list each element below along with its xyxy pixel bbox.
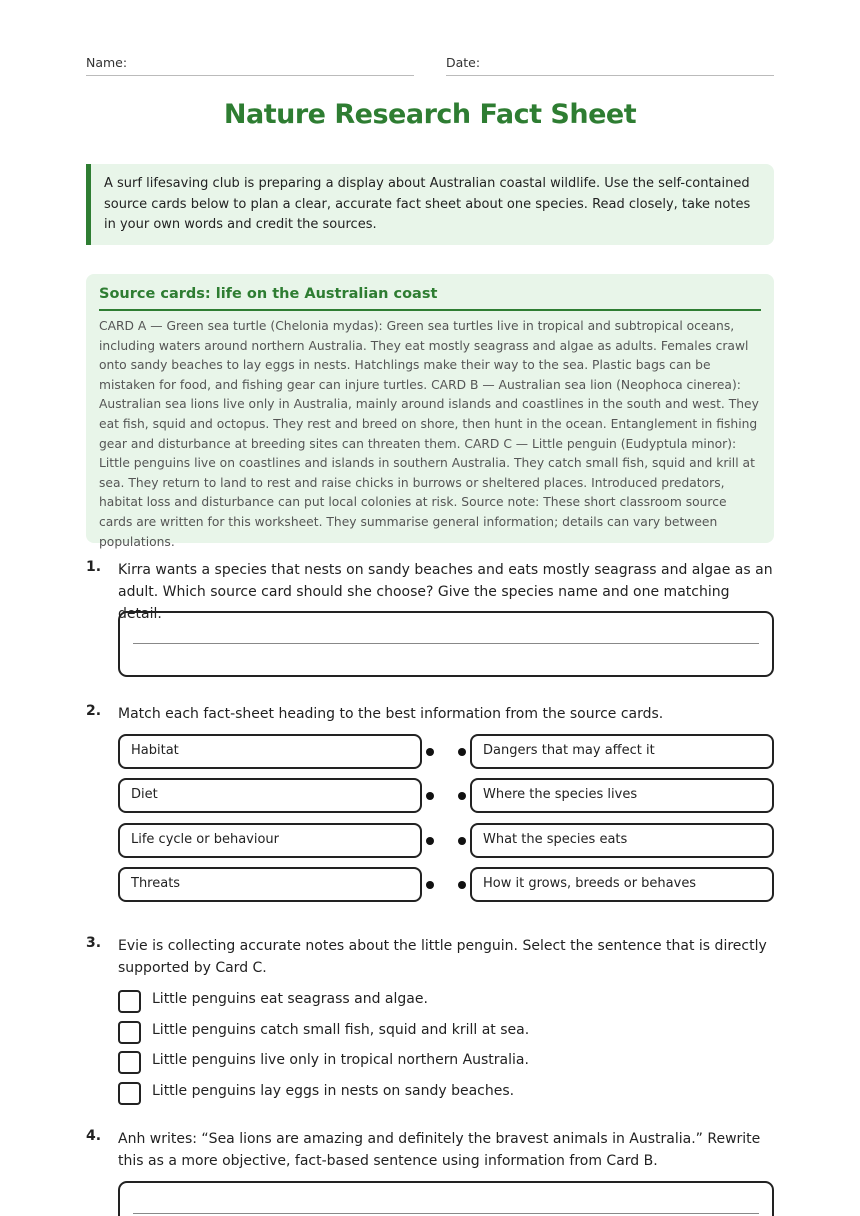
question-3 xyxy=(86,935,774,1107)
option-checkbox[interactable] xyxy=(118,990,141,1013)
answer-line xyxy=(133,1213,759,1214)
option-label: Little penguins eat seagrass and algae. xyxy=(152,991,428,1007)
question-number: 3. xyxy=(86,935,102,951)
option-checkbox[interactable] xyxy=(118,1051,141,1074)
option-checkbox[interactable] xyxy=(118,1021,141,1044)
match-right-item[interactable]: Where the species lives xyxy=(470,778,774,813)
question-1 xyxy=(86,559,774,679)
match-right-item[interactable]: Dangers that may affect it xyxy=(470,734,774,769)
intro-callout: A surf lifesaving club is preparing a display about Australian coastal wildlife. Use the self-contained source cards below to plan a clear, accurate fact sheet about one species. Read closely, take notes in your own words and credit the sources. xyxy=(86,164,774,245)
option-label: Little penguins lay eggs in nests on sandy beaches. xyxy=(152,1083,515,1099)
option-label: Little penguins live only in tropical northern Australia. xyxy=(152,1052,529,1068)
question-text: Evie is collecting accurate notes about the little penguin. Select the sentence that is directly supported by Card C. xyxy=(118,938,767,976)
question-number: 2. xyxy=(86,703,102,719)
date-field[interactable] xyxy=(446,54,774,76)
header-fields xyxy=(86,54,774,76)
match-right-item[interactable]: What the species eats xyxy=(470,823,774,858)
source-cards-panel xyxy=(86,274,774,549)
source-cards-text: CARD A — Green sea turtle (Chelonia mydas): Green sea turtles live in tropical and subtropical oceans, including waters around northern Australia. They eat mostly seagrass and algae as adults. Females crawl onto sandy beaches to lay eggs in nests. Hatchlings make their way to the sea. Plastic bags can be mistaken for food, and fishing gear can injure turtles. CARD B — Australian sea lion (Neophoca cinerea): Australian sea lions live only in Australia, mainly around islands and coastlines in the south and west. They eat fish, squid and octopus. They rest and breed on shore, then hunt in the ocean. Entanglement in fishing gear and disturbance at breeding sites can threaten them. CARD C — Little penguin (Eudyptula minor): Little penguins live on coastlines and islands in southern Australia. They catch small fish, squid and krill at sea. They return to land to rest and raise chicks in burrows or sheltered places. Introduced predators, habitat loss and disturbance can put local colonies at risk. Source note: These short classroom source cards are written for this worksheet. They summarise general information; details can vary between populations. xyxy=(99,319,759,549)
date-label: Date: xyxy=(446,55,481,70)
question-text: Match each fact-sheet heading to the best information from the source cards. xyxy=(118,706,664,722)
match-left-item[interactable]: Threats xyxy=(118,867,422,902)
answer-line xyxy=(133,643,759,644)
question-text: Kirra wants a species that nests on sandy beaches and eats mostly seagrass and algae as an adult. Which source card should she choose? Give the species name and one matching detail. xyxy=(118,562,773,622)
match-right-dot[interactable] xyxy=(458,837,466,845)
match-left-item[interactable]: Life cycle or behaviour xyxy=(118,823,422,858)
name-field[interactable] xyxy=(86,54,414,76)
question-4 xyxy=(86,1128,774,1216)
match-left-dot[interactable] xyxy=(426,881,434,889)
match-right-item[interactable]: How it grows, breeds or behaves xyxy=(470,867,774,902)
source-cards-title: Source cards: life on the Australian coast xyxy=(99,286,761,311)
answer-box[interactable] xyxy=(118,1181,774,1216)
match-right-dot[interactable] xyxy=(458,748,466,756)
page-title: Nature Research Fact Sheet xyxy=(223,99,637,130)
answer-box[interactable] xyxy=(118,611,774,677)
question-2 xyxy=(86,703,774,905)
question-number: 1. xyxy=(86,559,102,575)
match-right-dot[interactable] xyxy=(458,792,466,800)
match-left-dot[interactable] xyxy=(426,792,434,800)
match-left-item[interactable]: Habitat xyxy=(118,734,422,769)
name-label: Name: xyxy=(86,55,128,70)
match-left-dot[interactable] xyxy=(426,748,434,756)
match-left-item[interactable]: Diet xyxy=(118,778,422,813)
option-checkbox[interactable] xyxy=(118,1082,141,1105)
question-text: Anh writes: “Sea lions are amazing and definitely the bravest animals in Australia.” Rewrite this as a more objective, fact-based sentence using information from Card B. xyxy=(118,1131,761,1169)
match-left-dot[interactable] xyxy=(426,837,434,845)
question-number: 4. xyxy=(86,1128,102,1144)
option-label: Little penguins catch small fish, squid and krill at sea. xyxy=(152,1022,530,1038)
match-right-dot[interactable] xyxy=(458,881,466,889)
